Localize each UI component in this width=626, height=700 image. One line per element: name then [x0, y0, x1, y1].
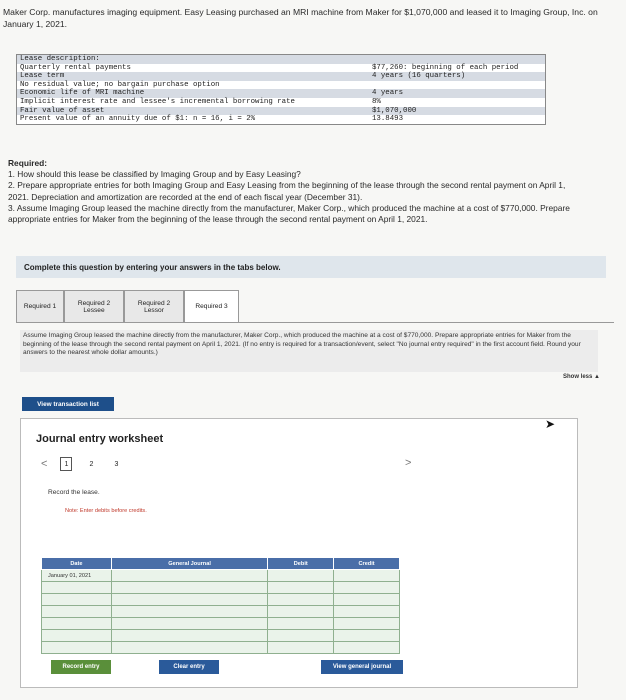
col-debit: Debit	[268, 558, 334, 570]
lease-row	[17, 81, 545, 90]
lease-label: Lease description:	[20, 55, 100, 63]
account-cell[interactable]	[111, 582, 268, 594]
credit-cell[interactable]	[334, 630, 400, 642]
credit-cell[interactable]	[334, 582, 400, 594]
lease-label: Implicit interest rate and lessee's incremental borrowing rate	[20, 97, 295, 106]
debit-cell[interactable]	[268, 618, 334, 630]
lease-label: Economic life of MRI machine	[20, 89, 145, 98]
debits-note: Note: Enter debits before credits.	[65, 508, 147, 514]
debit-cell[interactable]	[268, 606, 334, 618]
date-cell[interactable]	[42, 606, 112, 618]
tab-required-4[interactable]: Required 3	[184, 290, 239, 323]
required-item: 3. Assume Imaging Group leased the machine directly from the manufacturer, Maker Corp., which produced the machine at a cost of $770,000. Prepare appropriate entries for Maker from the beginning of the lease through the second rental payment on April 1, 2021.	[8, 202, 570, 225]
instruction-banner: Complete this question by entering your answers in the tabs below.	[16, 256, 606, 278]
lease-row	[17, 72, 545, 81]
requirement-tabs	[16, 290, 239, 323]
show-less-link[interactable]: Show less ▲	[563, 374, 600, 380]
worksheet-title: Journal entry worksheet	[36, 433, 164, 445]
date-cell[interactable]	[42, 594, 112, 606]
page-3[interactable]: 3	[114, 460, 119, 468]
lease-row	[17, 98, 545, 107]
lease-value: 8%	[372, 97, 381, 106]
journal-table	[41, 557, 400, 654]
col-general-journal: General Journal	[111, 558, 268, 570]
journal-entry-worksheet	[20, 418, 578, 688]
lease-row	[17, 115, 545, 124]
lease-value: $77,260: beginning of each period	[372, 63, 519, 72]
lease-row	[17, 55, 545, 64]
debit-cell[interactable]	[268, 582, 334, 594]
tab-required-3[interactable]: Required 2 Lessor	[124, 290, 184, 323]
date-cell[interactable]	[42, 618, 112, 630]
lease-label: Lease term	[20, 72, 65, 81]
date-cell[interactable]	[42, 582, 112, 594]
credit-cell[interactable]	[334, 618, 400, 630]
lease-row	[17, 89, 545, 98]
journal-row	[42, 594, 400, 606]
record-instruction: Record the lease.	[48, 489, 100, 496]
view-transaction-list-button[interactable]: View transaction list	[22, 397, 114, 411]
page-1[interactable]: 1	[60, 457, 72, 471]
lease-value	[372, 81, 542, 90]
account-cell[interactable]	[111, 606, 268, 618]
account-cell[interactable]	[111, 618, 268, 630]
journal-row	[42, 570, 400, 582]
date-cell[interactable]	[42, 642, 112, 654]
journal-row	[42, 582, 400, 594]
required-items	[8, 169, 588, 225]
lease-value: $1,070,000	[372, 106, 417, 115]
credit-cell[interactable]	[334, 606, 400, 618]
lease-value: 4 years (16 quarters)	[372, 72, 466, 81]
date-cell[interactable]	[42, 630, 112, 642]
debit-cell[interactable]	[268, 570, 334, 582]
mouse-cursor-icon: ➤	[545, 417, 556, 431]
lease-row	[17, 107, 545, 116]
view-general-journal-button[interactable]: View general journal	[321, 660, 403, 674]
lease-label: Present value of an annuity due of $1: n = 16, i = 2%	[20, 115, 256, 124]
debit-cell[interactable]	[268, 594, 334, 606]
lease-value: 13.8493	[372, 115, 404, 124]
problem-intro: Maker Corp. manufactures imaging equipment. Easy Leasing purchased an MRI machine from Maker for $1,070,000 and leased it to Imaging Group, Inc. on January 1, 2021.	[3, 7, 598, 29]
account-cell[interactable]	[111, 630, 268, 642]
lease-row	[17, 64, 545, 73]
prev-arrow-icon[interactable]: <	[41, 458, 48, 470]
required-item: 2. Prepare appropriate entries for both Imaging Group and Easy Leasing from the beginning of the lease through the second rental payment on April 1, 2021. Depreciation and amortization are recorded at the end of each fiscal year (December 31).	[8, 180, 566, 202]
lease-description-box	[16, 54, 546, 125]
credit-cell[interactable]	[334, 594, 400, 606]
date-cell[interactable]: January 01, 2021	[42, 570, 112, 582]
lease-label: Fair value of asset	[20, 106, 105, 115]
required-heading: Required:	[8, 158, 48, 168]
lease-value: 4 years	[372, 89, 404, 98]
lease-value	[372, 55, 542, 64]
journal-row	[42, 606, 400, 618]
journal-row	[42, 618, 400, 630]
account-cell[interactable]	[111, 570, 268, 582]
lease-label: No residual value; no bargain purchase option	[20, 80, 220, 89]
debit-cell[interactable]	[268, 642, 334, 654]
col-date: Date	[42, 558, 112, 570]
requirement-note: Assume Imaging Group leased the machine directly from the manufacturer, Maker Corp., which produced the machine at a cost of $770,000. Prepare appropriate entries for Maker from the beginning of the lease through the second rental payment on April 1, 2021. (If no entry is required for a transaction/event, select "No journal entry required" in the first account field. Round your answers to the nearest whole dollar amounts.)	[20, 330, 598, 372]
tab-required-1[interactable]: Required 1	[16, 290, 64, 323]
record-entry-button[interactable]: Record entry	[51, 660, 111, 674]
debit-cell[interactable]	[268, 630, 334, 642]
journal-header-row	[42, 558, 400, 570]
tab-required-2[interactable]: Required 2 Lessee	[64, 290, 124, 323]
page-2[interactable]: 2	[89, 460, 94, 468]
clear-entry-button[interactable]: Clear entry	[159, 660, 219, 674]
next-arrow-icon[interactable]: >	[405, 457, 412, 469]
credit-cell[interactable]	[334, 570, 400, 582]
journal-row	[42, 642, 400, 654]
required-section	[8, 158, 588, 225]
account-cell[interactable]	[111, 642, 268, 654]
required-item: 1. How should this lease be classified by Imaging Group and by Easy Leasing?	[8, 169, 301, 180]
journal-row	[42, 630, 400, 642]
tab-panel-divider	[16, 322, 614, 323]
credit-cell[interactable]	[334, 642, 400, 654]
lease-label: Quarterly rental payments	[20, 63, 131, 72]
worksheet-pagination	[41, 457, 122, 471]
col-credit: Credit	[334, 558, 400, 570]
account-cell[interactable]	[111, 594, 268, 606]
